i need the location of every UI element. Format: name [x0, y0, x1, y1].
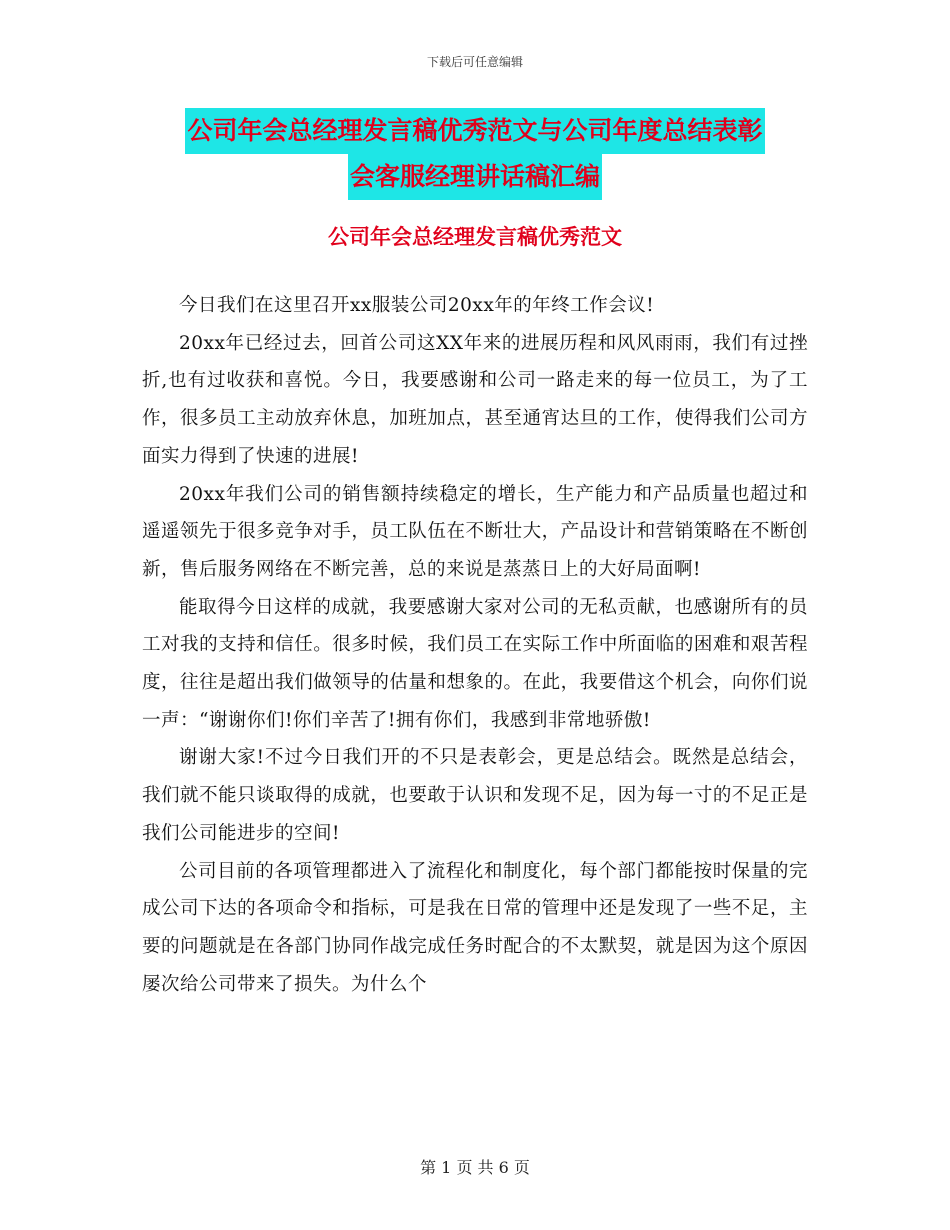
paragraph: 公司目前的各项管理都进入了流程化和制度化，每个部门都能按时保量的完成公司下达的各项命令和指标，可是我在日常的管理中还是发现了一些不足，主要的问题就是在各部门协同作战完成任务时配合的不太默契，就是因为这个原因屡次给公司带来了损失。为什么个	[142, 860, 808, 995]
paragraph: 今日我们在这里召开xx服装公司20xx年的年终工作会议!	[179, 295, 655, 316]
title-line-2: 会客服经理讲话稿汇编	[348, 154, 602, 200]
body-text	[142, 287, 808, 1003]
section-heading: 公司年会总经理发言稿优秀范文	[328, 225, 622, 249]
header-note: 下载后可任意编辑	[426, 55, 523, 69]
title-line-1: 公司年会总经理发言稿优秀范文与公司年度总结表彰	[185, 108, 764, 154]
paragraph: 谢谢大家!不过今日我们开的不只是表彰会，更是总结会。既然是总结会，我们就不能只谈取得的成就，也要敢于认识和发现不足，因为每一寸的不足正是我们公司能进步的空间!	[142, 747, 808, 844]
paragraph: 能取得今日这样的成就，我要感谢大家对公司的无私贡献，也感谢所有的员工对我的支持和信任。很多时候，我们员工在实际工作中所面临的困难和艰苦程度，往往是超出我们做领导的估量和想象的。在此，我要借这个机会，向你们说一声：“谢谢你们!你们辛苦了!拥有你们，我感到非常地骄傲!	[142, 596, 808, 731]
document-title	[0, 108, 950, 200]
page-number: 第 1 页 共 6 页	[420, 1158, 530, 1177]
paragraph: 20xx年已经过去，回首公司这XX年来的进展历程和风风雨雨，我们有过挫折,也有过收获和喜悦。今日，我要感谢和公司一路走来的每一位员工，为了工作，很多员工主动放弃休息，加班加点，甚至通宵达旦的工作，使得我们公司方面实力得到了快速的进展!	[142, 332, 808, 467]
paragraph: 20xx年我们公司的销售额持续稳定的增长，生产能力和产品质量也超过和遥遥领先于很多竞争对手，员工队伍在不断壮大，产品设计和营销策略在不断创新，售后服务网络在不断完善，总的来说是蒸蒸日上的大好局面啊!	[142, 483, 808, 580]
